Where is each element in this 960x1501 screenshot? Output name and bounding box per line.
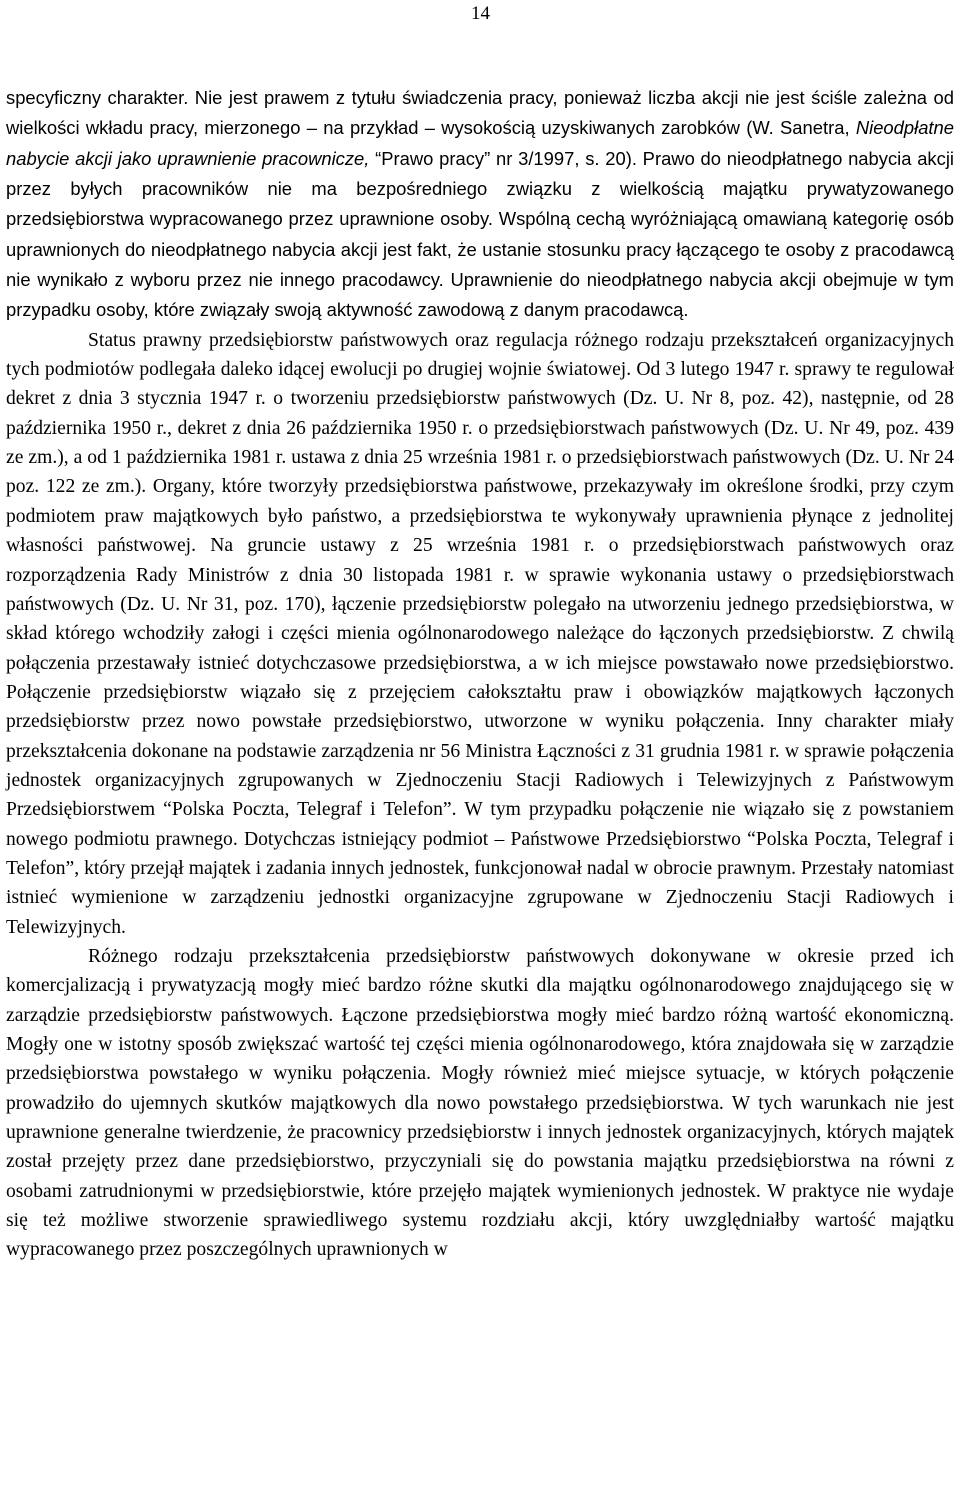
article-title-italic: Nieodpłatne nabycie akcji jako uprawnienie pracownicze, [6, 117, 954, 169]
paragraph-p3 [6, 942, 954, 1265]
text-segment: specyficzny charakter. Nie jest prawem z tytułu świadczenia pracy, ponieważ liczba akcji nie jest ściśle zależna od wielkości wkładu pracy, mierzonego – na przykład – wysokością uzyskiwanych zarobków (W. Sanetra, [6, 87, 954, 139]
text-segment: Status prawny przedsiębiorstw państwowych oraz regulacja różnego rodzaju przekształceń organizacyjnych tych podmiotów podlegała daleko idącej ewolucji po drugiej wojnie światowej. Od 3 lutego 1947 r. sprawy te regulował dekret z dnia 3 stycznia 1947 r. o tworzeniu przedsiębiorstw państwowych (Dz. U. Nr 8, poz. 42), następnie, od 28 października 1950 r., dekret z dnia 26 października 1950 r. o przedsiębiorstwach państwowych (Dz. U. Nr 49, poz. 439 ze zm.), a od 1 października 1981 r. ustawa z dnia 25 września 1981 r. o przedsiębiorstwach państwowych (Dz. U. Nr 24 poz. 122 ze zm.). Organy, które tworzyły przedsiębiorstwa państwowe, przekazywały im określone środki, przy czym podmiotem praw majątkowych było państwo, a przedsiębiorstwa te wykonywały uprawnienia płynące z jednolitej własności państwowej. Na gruncie ustawy z 25 września 1981 r. o przedsiębiorstwach państwowych oraz rozporządzenia Rady Ministrów z dnia 30 listopada 1981 r. w sprawie wykonania ustawy o przedsiębiorstwach państwowych (Dz. U. Nr 31, poz. 170), łączenie przedsiębiorstw polegało na utworzeniu jednego przedsiębiorstwa, w skład którego wchodziły załogi i części mienia ogólnonarodowego należące do łączonych przedsiębiorstw. Z chwilą połączenia przestawały istnieć dotychczasowe przedsiębiorstwa, a w ich miejsce powstawało nowe przedsiębiorstwo. Połączenie przedsiębiorstw wiązało się z przejęciem całokształtu praw i obowiązków majątkowych łączonych przedsiębiorstw przez nowo powstałe przedsiębiorstwo, utworzone w wyniku połączenia. Inny charakter miały przekształcenia dokonane na podstawie zarządzenia nr 56 Ministra Łączności z 31 grudnia 1981 r. w sprawie połączenia jednostek organizacyjnych zgrupowanych w Zjednoczeniu Stacji Radiowych i Telewizyjnych z Państwowym Przedsiębiorstwem “Polska Poczta, Telegraf i Telefon”. W tym przypadku połączenie nie wiązało się z powstaniem nowego podmiotu prawnego. Dotychczas istniejący podmiot – Państwowe Przedsiębiorstwo “Polska Poczta, Telegraf i Telefon”, który przejął majątek i zadania innych jednostek, funkcjonował nadal w obrocie prawnym. Przestały natomiast istnieć wymienione w zarządzeniu jednostki organizacyjne zgrupowane w Zjednoczeniu Stacji Radiowych i Telewizyjnych. [6, 329, 954, 938]
page-number [0, 2, 952, 26]
document-body [6, 83, 954, 1265]
paragraph-p1 [6, 83, 954, 326]
paragraph-p2 [6, 326, 954, 942]
text-segment: Różnego rodzaju przekształcenia przedsiębiorstw państwowych dokonywane w okresie przed ich komercjalizacją i prywatyzacją mogły mieć bardzo różne skutki dla majątku ogólnonarodowego znajdującego się w zarządzie przedsiębiorstw państwowych. Łączone przedsiębiorstwa mogły mieć bardzo różną wartość ekonomiczną. Mogły one w istotny sposób zwiększać wartość tej części mienia ogólnonarodowego, która znajdowała się w zarządzie przedsiębiorstwa powstałego w wyniku połączenia. Mogły również mieć miejsce sytuacje, w których połączenie prowadziło do ujemnych skutków majątkowych dla nowo powstałego przedsiębiorstwa. W tych warunkach nie jest uprawnione generalne twierdzenie, że pracownicy przedsiębiorstw i innych jednostek organizacyjnych, których majątek został przejęty przez dane przedsiębiorstwo, przyczyniali się do powstania majątku przedsiębiorstwa na równi z osobami zatrudnionymi w przedsiębiorstwie, które przejęło majątek wymienionych jednostek. W praktyce nie wydaje się też możliwe stworzenie sprawiedliwego systemu rozdziału akcji, który uwzględniałby wartość majątku wypracowanego przez poszczególnych uprawnionych w [6, 945, 954, 1261]
text-segment: “Prawo pracy” nr 3/1997, s. 20). Prawo do nieodpłatnego nabycia akcji przez byłych pracowników nie ma bezpośredniego związku z wielkością majątku prywatyzowanego przedsiębiorstwa wypracowanego przez uprawnione osoby. Wspólną cechą wyróżniającą omawianą kategorię osób uprawnionych do nieodpłatnego nabycia akcji jest fakt, że ustanie stosunku pracy łączącego te osoby z pracodawcą nie wynikało z wyboru przez nie innego pracodawcy. Uprawnienie do nieodpłatnego nabycia akcji obejmuje w tym przypadku osoby, które związały swoją aktywność zawodową z danym pracodawcą. [6, 147, 954, 321]
page-number-text: 14 [471, 3, 490, 24]
